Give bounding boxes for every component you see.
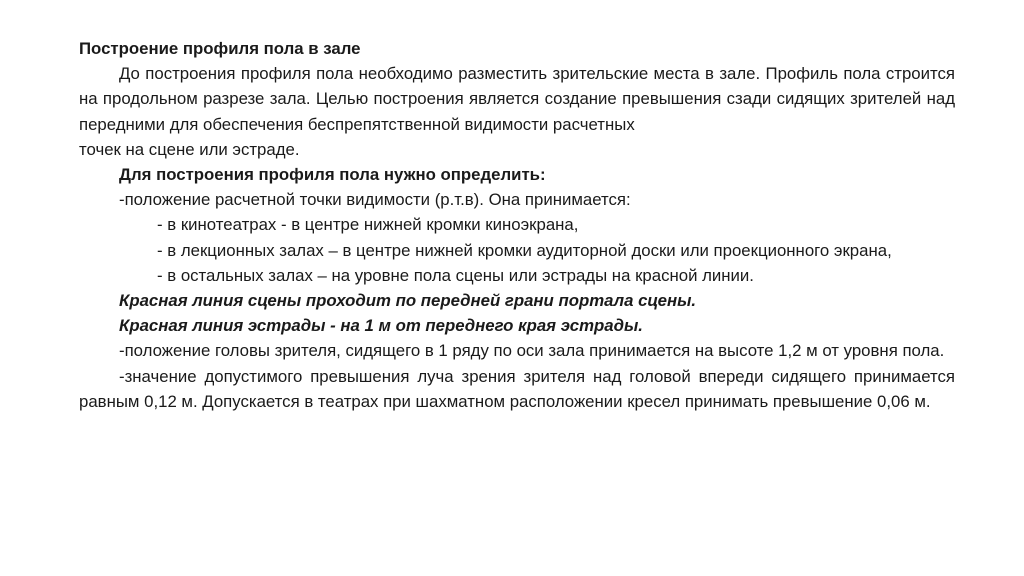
list-item-point: -положение расчетной точки видимости (р.т.в). Она принимается: <box>119 190 631 210</box>
note-stage-red-line: Красная линия сцены проходит по передней грани портала сцены. <box>119 291 697 311</box>
slide-content <box>79 36 955 414</box>
intro-paragraph: До построения профиля пола необходимо разместить зрительские места в зале. Профиль пола строится на продольном разрезе зала. Целью построения является создание превышения сзади сидящих зрителей над передними для обеспечения беспрепятственной видимости расчетных <box>79 64 955 134</box>
list-item-excess: -значение допустимого превышения луча зрения зрителя над головой впереди сидящего принимается равным 0,12 м. Допускается в театрах при шахматном расположении кресел принимать превышение 0,06 м. <box>79 366 955 411</box>
slide-title: Построение профиля пола в зале <box>79 39 361 58</box>
note-estrade-red-line: Красная линия эстрады - на 1 м от переднего края эстрады. <box>119 316 643 336</box>
sub-item-other: - в остальных залах – на уровне пола сцены или эстрады на красной линии. <box>157 265 754 285</box>
define-heading: Для построения профиля пола нужно определить: <box>119 165 546 185</box>
sub-item-lecture: - в лекционных залах – в центре нижней кромки аудиторной доски или проекционного экрана, <box>157 240 892 260</box>
list-item-head-position: -положение головы зрителя, сидящего в 1 ряду по оси зала принимается на высоте 1,2 м от уровня пола. <box>119 341 945 361</box>
sub-item-cinema: - в кинотеатрах - в центре нижней кромки киноэкрана, <box>157 215 579 235</box>
intro-paragraph-end: точек на сцене или эстраде. <box>79 139 300 159</box>
